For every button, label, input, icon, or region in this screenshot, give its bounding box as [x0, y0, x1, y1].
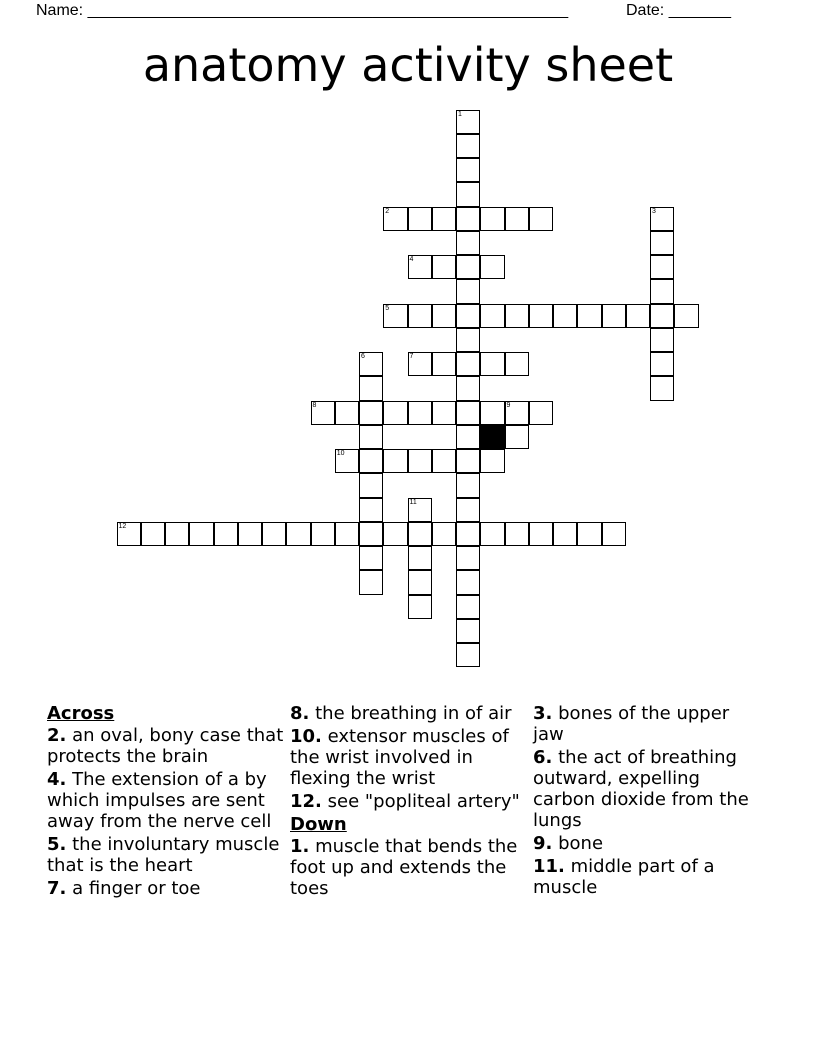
clue-item: [290, 726, 526, 789]
grid-cell[interactable]: [456, 643, 480, 667]
grid-cell[interactable]: [359, 546, 383, 570]
clue-number: 10: [336, 450, 345, 457]
clue-item: [47, 725, 287, 767]
clue-label: 9.: [533, 833, 553, 854]
grid-cell[interactable]: [456, 376, 480, 400]
clue-text: the breathing in of air: [309, 703, 512, 724]
clue-item: [47, 769, 287, 832]
clue-text: The extension of a by which impulses are sent away from the nerve cell: [47, 769, 272, 832]
grid-cell[interactable]: [456, 134, 480, 158]
clue-number: 1: [458, 110, 462, 118]
grid-cell[interactable]: [650, 328, 674, 352]
across-heading: Across: [47, 703, 115, 724]
clue-text: a finger or toe: [66, 878, 201, 899]
grid-cell[interactable]: [577, 522, 601, 546]
grid-cell[interactable]: [408, 449, 432, 473]
clue-label: 10.: [290, 726, 322, 747]
grid-cell[interactable]: [165, 522, 189, 546]
grid-cell[interactable]: [456, 425, 480, 449]
clue-text: extensor muscles of the wrist involved in flexing the wrist: [290, 726, 509, 789]
grid-cell[interactable]: [408, 207, 432, 231]
grid-cell[interactable]: [432, 449, 456, 473]
grid-cell[interactable]: [311, 401, 335, 425]
grid-cell[interactable]: [359, 498, 383, 522]
grid-cell[interactable]: [432, 304, 456, 328]
grid-cell[interactable]: [650, 279, 674, 303]
grid-cell[interactable]: [480, 207, 504, 231]
grid-cell[interactable]: [408, 401, 432, 425]
grid-cell[interactable]: [456, 182, 480, 206]
grid-cell[interactable]: [650, 255, 674, 279]
clue-label: 7.: [47, 878, 67, 899]
grid-cell[interactable]: [432, 522, 456, 546]
grid-cell[interactable]: [238, 522, 262, 546]
grid-cell[interactable]: [480, 255, 504, 279]
clue-number: 4: [409, 256, 414, 263]
grid-cell[interactable]: [505, 352, 529, 376]
grid-cell[interactable]: [553, 304, 577, 328]
date-field: Date: _______: [626, 2, 731, 19]
grid-cell[interactable]: [408, 570, 432, 594]
grid-cell[interactable]: [577, 304, 601, 328]
grid-cell[interactable]: [505, 304, 529, 328]
grid-cell[interactable]: [141, 522, 165, 546]
grid-cell[interactable]: [456, 231, 480, 255]
grid-cell[interactable]: [383, 449, 407, 473]
clue-number: 7: [409, 353, 414, 360]
grid-cell[interactable]: [311, 522, 335, 546]
grid-cell[interactable]: [674, 304, 698, 328]
clue-text: the involuntary muscle that is the heart: [47, 834, 280, 876]
clue-item: [290, 703, 526, 724]
grid-cell[interactable]: [650, 304, 674, 328]
grid-cell[interactable]: [408, 255, 432, 279]
grid-cell[interactable]: [529, 401, 553, 425]
clue-number: 12: [118, 522, 127, 530]
grid-cell[interactable]: [480, 352, 504, 376]
clue-number: 11: [409, 498, 417, 506]
clue-text: an oval, bony case that protects the brain: [47, 725, 284, 767]
grid-cell[interactable]: [214, 522, 238, 546]
clue-number: 5: [385, 304, 390, 312]
clue-number: 3: [652, 207, 656, 215]
grid-cell[interactable]: [650, 207, 674, 231]
clue-item: [533, 703, 765, 745]
page-title: anatomy activity sheet: [142, 38, 674, 92]
grid-cell[interactable]: [408, 304, 432, 328]
grid-cell[interactable]: [529, 304, 553, 328]
clue-label: 1.: [290, 836, 310, 857]
grid-cell[interactable]: [432, 352, 456, 376]
clue-number: 9: [506, 401, 511, 409]
clue-label: 12.: [290, 791, 322, 812]
clue-label: 3.: [533, 703, 553, 724]
grid-cell[interactable]: [432, 255, 456, 279]
name-field: Name: ______________________________________________________: [36, 2, 569, 19]
black-cell: [480, 425, 504, 449]
grid-cell[interactable]: [505, 425, 529, 449]
down-heading: Down: [290, 814, 347, 835]
grid-cell[interactable]: [456, 619, 480, 643]
grid-cell[interactable]: [408, 498, 432, 522]
clues-column-1: [47, 703, 287, 901]
clue-item: [533, 856, 765, 898]
grid-cell[interactable]: [480, 449, 504, 473]
grid-cell[interactable]: [262, 522, 286, 546]
grid-cell[interactable]: [359, 401, 383, 425]
grid-cell[interactable]: [432, 401, 456, 425]
clue-item: [47, 878, 287, 899]
grid-cell[interactable]: [529, 522, 553, 546]
grid-cell[interactable]: [505, 207, 529, 231]
clue-label: 6.: [533, 747, 553, 768]
grid-cell[interactable]: [335, 401, 359, 425]
grid-cell[interactable]: [359, 473, 383, 497]
grid-cell[interactable]: [650, 352, 674, 376]
clues-column-2: [290, 703, 526, 901]
grid-cell[interactable]: [408, 546, 432, 570]
grid-cell[interactable]: [505, 522, 529, 546]
grid-cell[interactable]: [383, 304, 407, 328]
clue-number: 8: [312, 401, 317, 409]
grid-cell[interactable]: [359, 352, 383, 376]
grid-cell[interactable]: [456, 473, 480, 497]
clue-item: [47, 834, 287, 876]
grid-cell[interactable]: [456, 304, 480, 328]
grid-cell[interactable]: [383, 207, 407, 231]
grid-cell[interactable]: [408, 352, 432, 376]
grid-cell[interactable]: [626, 304, 650, 328]
grid-cell[interactable]: [189, 522, 213, 546]
grid-cell[interactable]: [117, 522, 141, 546]
grid-cell[interactable]: [286, 522, 310, 546]
clue-label: 8.: [290, 703, 310, 724]
clue-text: muscle that bends the foot up and extends the toes: [290, 836, 518, 899]
grid-cell[interactable]: [359, 570, 383, 594]
grid-cell[interactable]: [553, 522, 577, 546]
clue-item: [533, 747, 765, 831]
clue-text: bone: [552, 833, 604, 854]
clue-item: [533, 833, 765, 854]
grid-cell[interactable]: [456, 110, 480, 134]
grid-cell[interactable]: [456, 255, 480, 279]
grid-cell[interactable]: [456, 401, 480, 425]
grid-cell[interactable]: [456, 279, 480, 303]
grid-cell[interactable]: [456, 158, 480, 182]
clue-number: 2: [385, 207, 390, 215]
grid-cell[interactable]: [650, 231, 674, 255]
clue-number: 6: [361, 353, 365, 360]
clue-label: 4.: [47, 769, 67, 790]
grid-cell[interactable]: [335, 449, 359, 473]
grid-cell[interactable]: [456, 595, 480, 619]
clue-text: see "popliteal artery": [321, 791, 520, 812]
grid-cell[interactable]: [383, 522, 407, 546]
grid-cell[interactable]: [408, 595, 432, 619]
grid-cell[interactable]: [602, 304, 626, 328]
grid-cell[interactable]: [456, 498, 480, 522]
grid-cell[interactable]: [408, 522, 432, 546]
grid-cell[interactable]: [480, 401, 504, 425]
clue-label: 2.: [47, 725, 67, 746]
grid-cell[interactable]: [505, 401, 529, 425]
grid-cell[interactable]: [359, 425, 383, 449]
grid-cell[interactable]: [456, 570, 480, 594]
clue-item: [290, 791, 526, 812]
grid-cell[interactable]: [456, 352, 480, 376]
clues-column-3: [533, 703, 765, 900]
grid-cell[interactable]: [335, 522, 359, 546]
clue-text: middle part of a muscle: [533, 856, 715, 898]
clue-label: 5.: [47, 834, 67, 855]
grid-cell[interactable]: [359, 522, 383, 546]
grid-cell[interactable]: [456, 522, 480, 546]
grid-cell[interactable]: [480, 304, 504, 328]
grid-cell[interactable]: [456, 207, 480, 231]
grid-cell[interactable]: [456, 449, 480, 473]
clue-item: [290, 836, 526, 899]
grid-cell[interactable]: [480, 522, 504, 546]
grid-cell[interactable]: [432, 207, 456, 231]
grid-cell[interactable]: [529, 207, 553, 231]
grid-cell[interactable]: [359, 449, 383, 473]
grid-cell[interactable]: [383, 401, 407, 425]
grid-cell[interactable]: [602, 522, 626, 546]
grid-cell[interactable]: [359, 376, 383, 400]
grid-cell[interactable]: [456, 546, 480, 570]
clue-text: the act of breathing outward, expelling carbon dioxide from the lungs: [533, 747, 749, 831]
grid-cell[interactable]: [456, 328, 480, 352]
clue-label: 11.: [533, 856, 565, 877]
clue-text: bones of the upper jaw: [533, 703, 730, 745]
grid-cell[interactable]: [650, 376, 674, 400]
